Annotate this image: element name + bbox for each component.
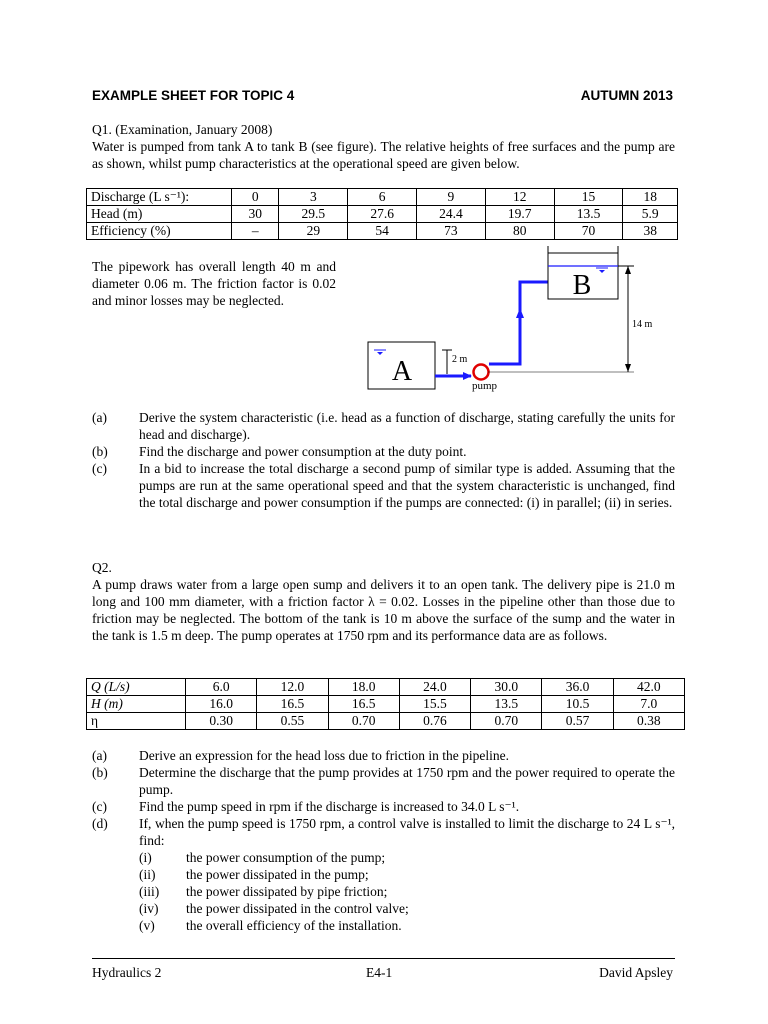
subpart-text: the overall efficiency of the installation. bbox=[186, 918, 402, 933]
part-text: If, when the pump speed is 1750 rpm, a control valve is installed to limit the discharge to 24 L s⁻¹, find: bbox=[139, 816, 675, 848]
water-level-icon bbox=[599, 270, 605, 273]
list-item bbox=[92, 747, 675, 764]
table-cell: 30 bbox=[232, 206, 279, 223]
table-row bbox=[87, 206, 678, 223]
part-label: (b) bbox=[92, 444, 108, 459]
table-cell: 29 bbox=[279, 223, 348, 240]
part-label: (c) bbox=[92, 799, 107, 814]
subpart-label: (iii) bbox=[139, 884, 160, 899]
sheet-term: AUTUMN 2013 bbox=[580, 88, 673, 103]
table-row bbox=[87, 223, 678, 240]
flow-arrow-icon bbox=[463, 372, 472, 380]
table-cell: 80 bbox=[485, 223, 554, 240]
table-cell: 13.5 bbox=[471, 696, 542, 713]
table-cell: 0.57 bbox=[542, 713, 613, 730]
table-cell: 19.7 bbox=[485, 206, 554, 223]
table-cell: 30.0 bbox=[471, 679, 542, 696]
q2-heading: Q2. bbox=[92, 560, 112, 575]
subpart-label: (i) bbox=[139, 850, 152, 865]
table-cell: 6.0 bbox=[186, 679, 257, 696]
subpart-label: (v) bbox=[139, 918, 155, 933]
row-label: Efficiency (%) bbox=[87, 223, 232, 240]
part-text: In a bid to increase the total discharge a second pump of similar type is added. Assuming that the pumps are run at the same operational speed and that the system characteristic is unchanged, find the total discharge and power consumption if the pumps are connected: (i) in parallel; (ii) in series. bbox=[139, 461, 675, 510]
part-text: Determine the discharge that the pump provides at 1750 rpm and the power required to operate the pump. bbox=[139, 765, 675, 797]
table-row bbox=[87, 679, 685, 696]
table-cell: 29.5 bbox=[279, 206, 348, 223]
table-cell: – bbox=[232, 223, 279, 240]
q2-section bbox=[92, 559, 675, 644]
height-b-label: 14 m bbox=[632, 319, 653, 330]
list-item bbox=[139, 917, 675, 934]
q2-intro: A pump draws water from a large open sump and delivers it to an open tank. The delivery pipe is 21.0 m long and 100 mm diameter, with a friction factor λ = 0.02. Losses in the pipeline other than those due to friction may be neglected. The bottom of the tank is 10 m above the surface of the sump and the water in the tank is 1.5 m deep. The pump operates at 1750 rpm and its performance data are as follows. bbox=[92, 577, 675, 643]
table-cell: 0.70 bbox=[471, 713, 542, 730]
table-cell: 0.76 bbox=[399, 713, 470, 730]
q1-section bbox=[92, 121, 675, 172]
table-cell: 10.5 bbox=[542, 696, 613, 713]
row-label: Head (m) bbox=[87, 206, 232, 223]
table-cell: 42.0 bbox=[613, 679, 684, 696]
table-cell: 6 bbox=[348, 189, 417, 206]
height-a-label: 2 m bbox=[452, 354, 468, 365]
table-cell: 18 bbox=[623, 189, 678, 206]
table-cell: 36.0 bbox=[542, 679, 613, 696]
footer-author: David Apsley bbox=[599, 965, 673, 980]
table-cell: 0.70 bbox=[328, 713, 399, 730]
table-cell: 54 bbox=[348, 223, 417, 240]
table-cell: 12.0 bbox=[257, 679, 328, 696]
table-cell: 27.6 bbox=[348, 206, 417, 223]
list-item bbox=[92, 409, 675, 443]
q1-pipework: The pipework has overall length 40 m and diameter 0.06 m. The friction factor is 0.02 and minor losses may be neglected. bbox=[92, 259, 336, 308]
subpart-label: (ii) bbox=[139, 867, 156, 882]
part-label: (d) bbox=[92, 816, 108, 831]
list-item bbox=[92, 764, 675, 798]
list-item bbox=[139, 866, 675, 883]
list-item bbox=[92, 443, 675, 460]
part-text: Find the pump speed in rpm if the discharge is increased to 34.0 L s⁻¹. bbox=[139, 799, 520, 814]
table-cell: 70 bbox=[554, 223, 623, 240]
water-level-icon bbox=[377, 352, 383, 355]
footer-page-number: E4-1 bbox=[366, 965, 393, 980]
tank-a-label: A bbox=[391, 356, 413, 387]
q2-performance-table bbox=[86, 678, 685, 730]
table-cell: 9 bbox=[417, 189, 486, 206]
tank-diagram bbox=[360, 246, 670, 396]
part-text: Derive an expression for the head loss due to friction in the pipeline. bbox=[139, 748, 510, 763]
list-item bbox=[139, 883, 675, 900]
row-label: Discharge (L s⁻¹): bbox=[87, 189, 232, 206]
table-cell: 18.0 bbox=[328, 679, 399, 696]
table-cell: 0.38 bbox=[613, 713, 684, 730]
table-cell: 5.9 bbox=[623, 206, 678, 223]
subpart-text: the power consumption of the pump; bbox=[186, 850, 386, 865]
table-cell: 7.0 bbox=[613, 696, 684, 713]
part-label: (b) bbox=[92, 765, 108, 780]
subpart-text: the power dissipated by pipe friction; bbox=[186, 884, 388, 899]
tank-b-label: B bbox=[572, 270, 592, 301]
table-cell: 24.4 bbox=[417, 206, 486, 223]
part-label: (c) bbox=[92, 461, 107, 476]
table-cell: 16.5 bbox=[257, 696, 328, 713]
q1-parts bbox=[92, 409, 675, 511]
table-cell: 16.5 bbox=[328, 696, 399, 713]
sheet-title: EXAMPLE SHEET FOR TOPIC 4 bbox=[92, 88, 295, 103]
q2-parts bbox=[92, 747, 675, 934]
table-cell: 73 bbox=[417, 223, 486, 240]
table-cell: 0.30 bbox=[186, 713, 257, 730]
table-row bbox=[87, 696, 685, 713]
table-cell: 16.0 bbox=[186, 696, 257, 713]
part-label: (a) bbox=[92, 410, 107, 425]
pump-icon bbox=[474, 365, 489, 380]
footer-rule bbox=[92, 958, 675, 959]
row-label: H (m) bbox=[87, 696, 186, 713]
subpart-text: the power dissipated in the control valve; bbox=[186, 901, 409, 916]
pump-label: pump bbox=[472, 380, 498, 392]
q1-pump-table bbox=[86, 188, 678, 240]
list-item bbox=[139, 900, 675, 917]
delivery-pipe bbox=[489, 282, 548, 364]
table-cell: 3 bbox=[279, 189, 348, 206]
table-cell: 38 bbox=[623, 223, 678, 240]
flow-arrow-icon bbox=[516, 308, 524, 318]
table-row bbox=[87, 713, 685, 730]
table-cell: 15.5 bbox=[399, 696, 470, 713]
row-label: η bbox=[87, 713, 186, 730]
part-label: (a) bbox=[92, 748, 107, 763]
q1-intro: Water is pumped from tank A to tank B (see figure). The relative heights of free surfaces and the pump are as shown, whilst pump characteristics at the operational speed are given below. bbox=[92, 139, 675, 171]
list-item bbox=[92, 460, 675, 511]
q1-heading: Q1. (Examination, January 2008) bbox=[92, 122, 273, 137]
part-text: Find the discharge and power consumption at the duty point. bbox=[139, 444, 467, 459]
list-item bbox=[139, 849, 675, 866]
list-item bbox=[92, 798, 675, 815]
table-row bbox=[87, 189, 678, 206]
subpart-text: the power dissipated in the pump; bbox=[186, 867, 369, 882]
table-cell: 24.0 bbox=[399, 679, 470, 696]
table-cell: 12 bbox=[485, 189, 554, 206]
row-label: Q (L/s) bbox=[87, 679, 186, 696]
footer-course: Hydraulics 2 bbox=[92, 965, 162, 980]
list-item bbox=[92, 815, 675, 849]
table-cell: 0 bbox=[232, 189, 279, 206]
part-text: Derive the system characteristic (i.e. head as a function of discharge, stating carefully the units for head and discharge). bbox=[139, 410, 675, 442]
table-cell: 15 bbox=[554, 189, 623, 206]
table-cell: 0.55 bbox=[257, 713, 328, 730]
table-cell: 13.5 bbox=[554, 206, 623, 223]
subpart-label: (iv) bbox=[139, 901, 159, 916]
